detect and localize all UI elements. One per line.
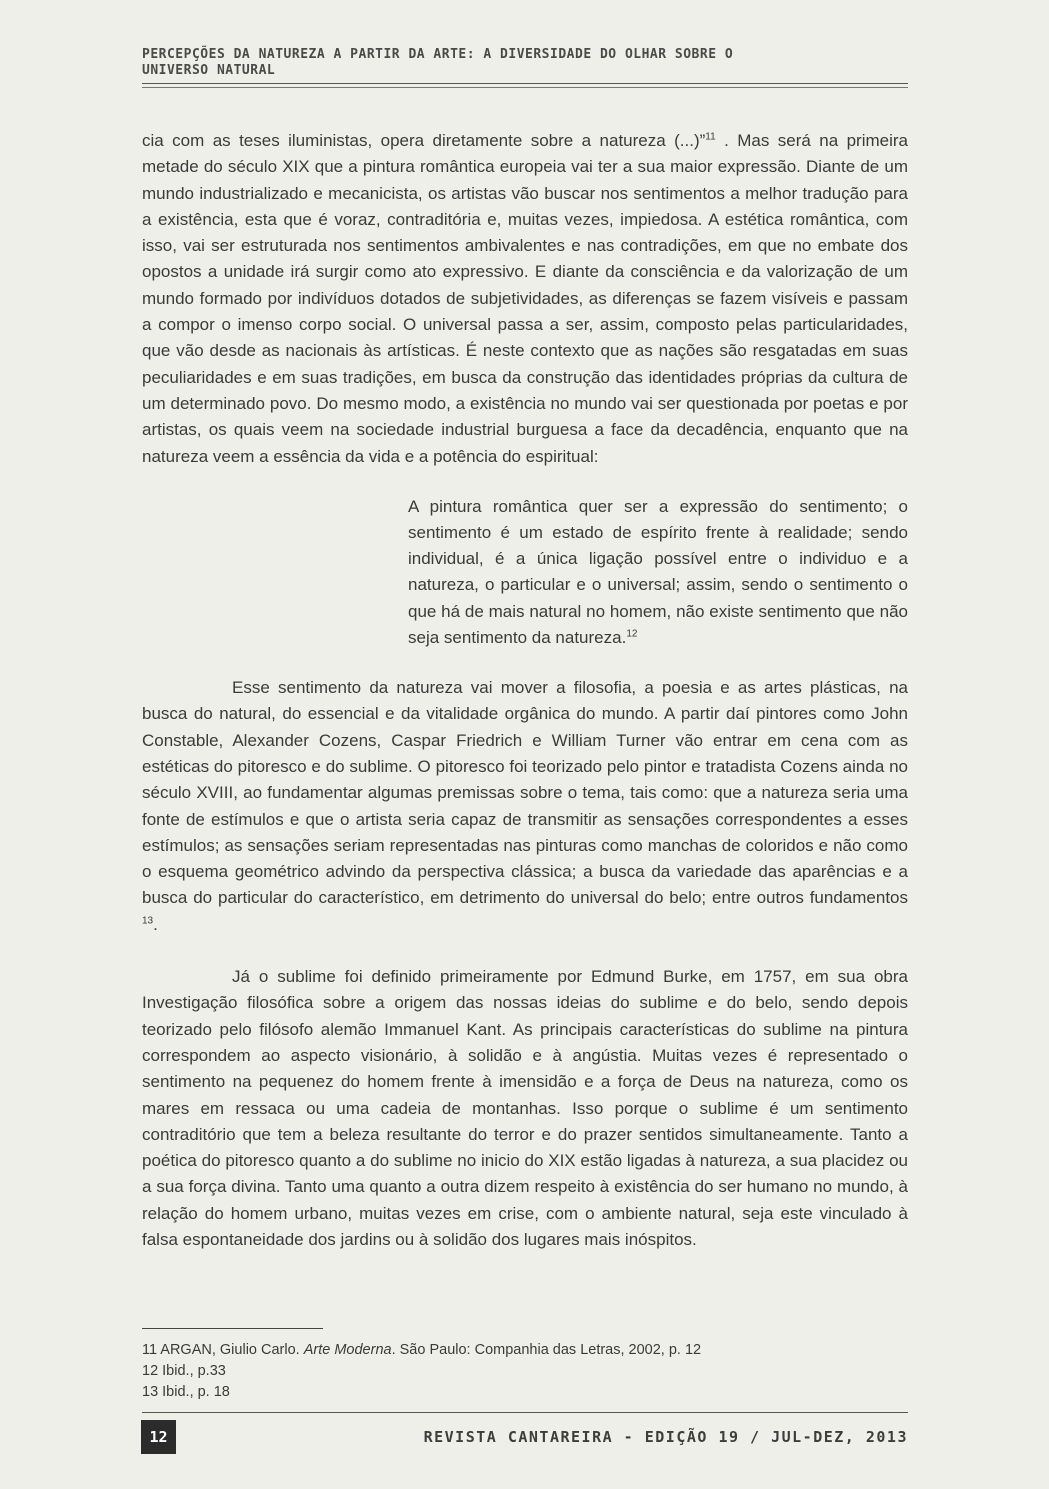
paragraph-1 bbox=[142, 128, 908, 470]
footnote-12: 12 Ibid., p.33 bbox=[142, 1363, 226, 1379]
page-number: 12 bbox=[141, 1420, 176, 1454]
footnote-11 bbox=[142, 1340, 908, 1361]
footnote-separator bbox=[142, 1328, 323, 1329]
running-header bbox=[142, 47, 908, 88]
paragraph-gap bbox=[142, 938, 908, 964]
paragraph-1-text: cia com as teses iluministas, opera diretamente sobre a natureza (...)” bbox=[142, 131, 706, 150]
journal-info: REVISTA CANTAREIRA - EDIÇÃO 19 / JUL-DEZ, 2013 bbox=[423, 1428, 908, 1446]
footnote-11-title: Arte Moderna bbox=[303, 1342, 392, 1358]
footnotes bbox=[142, 1340, 908, 1403]
footnote-11-suffix: . São Paulo: Companhia das Letras, 2002, p. 12 bbox=[391, 1342, 702, 1358]
footnote-11-prefix: 11 ARGAN, Giulio Carlo. bbox=[142, 1342, 304, 1358]
paragraph-3: Já o sublime foi definido primeiramente por Edmund Burke, em 1757, em sua obra Investigação filosófica sobre a origem das nossas ideias do sublime e do belo, sendo depois teorizado pelo filósofo alemão Immanuel Kant. As principais características do sublime na pintura correspondem ao aspecto visionário, à solidão e à angústia. Muitas vezes é representado o sentimento na pequenez do homem frente à imensidão e a força de Deus na natureza, como os mares em ressaca ou uma cadeia de montanhas. Isso porque o sublime é um sentimento contraditório que tem a beleza resultante do terror e do prazer sentidos simultaneamente. Tanto a poética do pitoresco quanto a do sublime no inicio do XIX estão ligadas à natureza, a sua placidez ou a sua força divina. Tanto uma quanto a outra dizem respeito à existência do ser humano no mundo, à relação do homem urbano, muitas vezes em crise, com o ambiente natural, seja este vinculado à falsa espontaneidade dos jardins ou à solidão dos lugares mais inóspitos. bbox=[142, 967, 908, 1250]
footnote-13: 13 Ibid., p. 18 bbox=[142, 1384, 230, 1400]
block-quote bbox=[408, 494, 908, 651]
footnote-ref-11[interactable]: 11 bbox=[705, 131, 716, 143]
block-quote-text: A pintura romântica quer ser a expressão do sentimento; o sentimento é um estado de espírito frente à realidade; sendo individual, é a única ligação possível entre o individuo e a natureza, o particular e o universal; assim, sendo o sentimento o que há de mais natural no homem, não existe sentimento que não seja sentimento da natureza. bbox=[408, 496, 908, 647]
paragraph-2-text: Esse sentimento da natureza vai mover a filosofia, a poesia e as artes plásticas, na busca do natural, do essencial e da vitalidade orgânica do mundo. A partir daí pintores como John Constable, Alexander Cozens, Caspar Friedrich e William Turner vão entrar em cena com as estéticas do pitoresco e do sublime. O pitoresco foi teorizado pelo pintor e tratadista Cozens ainda no século XVIII, ao fundamentar algumas premissas sobre o tema, tais como: que a natureza seria uma fonte de estímulos e que o artista seria capaz de transmitir as sensações correspondentes a esses estímulos; as sensações seriam representadas nas pinturas como manchas de coloridos e não como o esquema geométrico advindo da perspectiva clássica; a busca da variedade das aparências e a busca do particular do característico, em detrimento do universal do belo; entre outros fundamentos bbox=[142, 678, 908, 908]
footnote-ref-13[interactable]: 13 bbox=[142, 915, 154, 927]
article-body bbox=[142, 128, 908, 1253]
running-header-title: PERCEPÇÕES DA NATUREZA A PARTIR DA ARTE: A DIVERSIDADE DO OLHAR SOBRE O UNIVERSO NATURAL bbox=[142, 47, 734, 78]
header-double-rule bbox=[142, 83, 908, 88]
paragraph-2 bbox=[142, 675, 908, 938]
paragraph-1-rest: . Mas será na primeira metade do século XIX que a pintura romântica europeia vai ter a sua maior expressão. Diante de um mundo industrializado e mecanicista, os artistas vão buscar nos sentimentos a melhor tradução para a existência, esta que é voraz, contraditória e, muitas vezes, impiedosa. A estética romântica, com isso, vai ser estruturada nos sentimentos ambivalentes e nas contradições, em que no embate dos opostos a unidade irá surgir como ato expressivo. E diante da consciência e da valorização de um mundo formado por indivíduos dotados de subjetividades, as diferenças se fazem visíveis e passam a compor o imenso corpo social. O universal passa a ser, assim, composto pelas particularidades, que vão desde as nacionais às artísticas. É neste contexto que as nações são resgatadas em suas peculiaridades e em suas tradições, em busca da construção das identidades próprias da cultura de um determinado povo. Do mesmo modo, a existência no mundo vai ser questionada por poetas e por artistas, os quais veem na sociedade industrial burguesa a face da decadência, enquanto que na natureza veem a essência da vida e a potência do espiritual: bbox=[142, 131, 908, 466]
paragraph-2-end: . bbox=[153, 914, 158, 934]
footnote-ref-12[interactable]: 12 bbox=[626, 628, 638, 640]
footer-rule bbox=[142, 1412, 908, 1413]
